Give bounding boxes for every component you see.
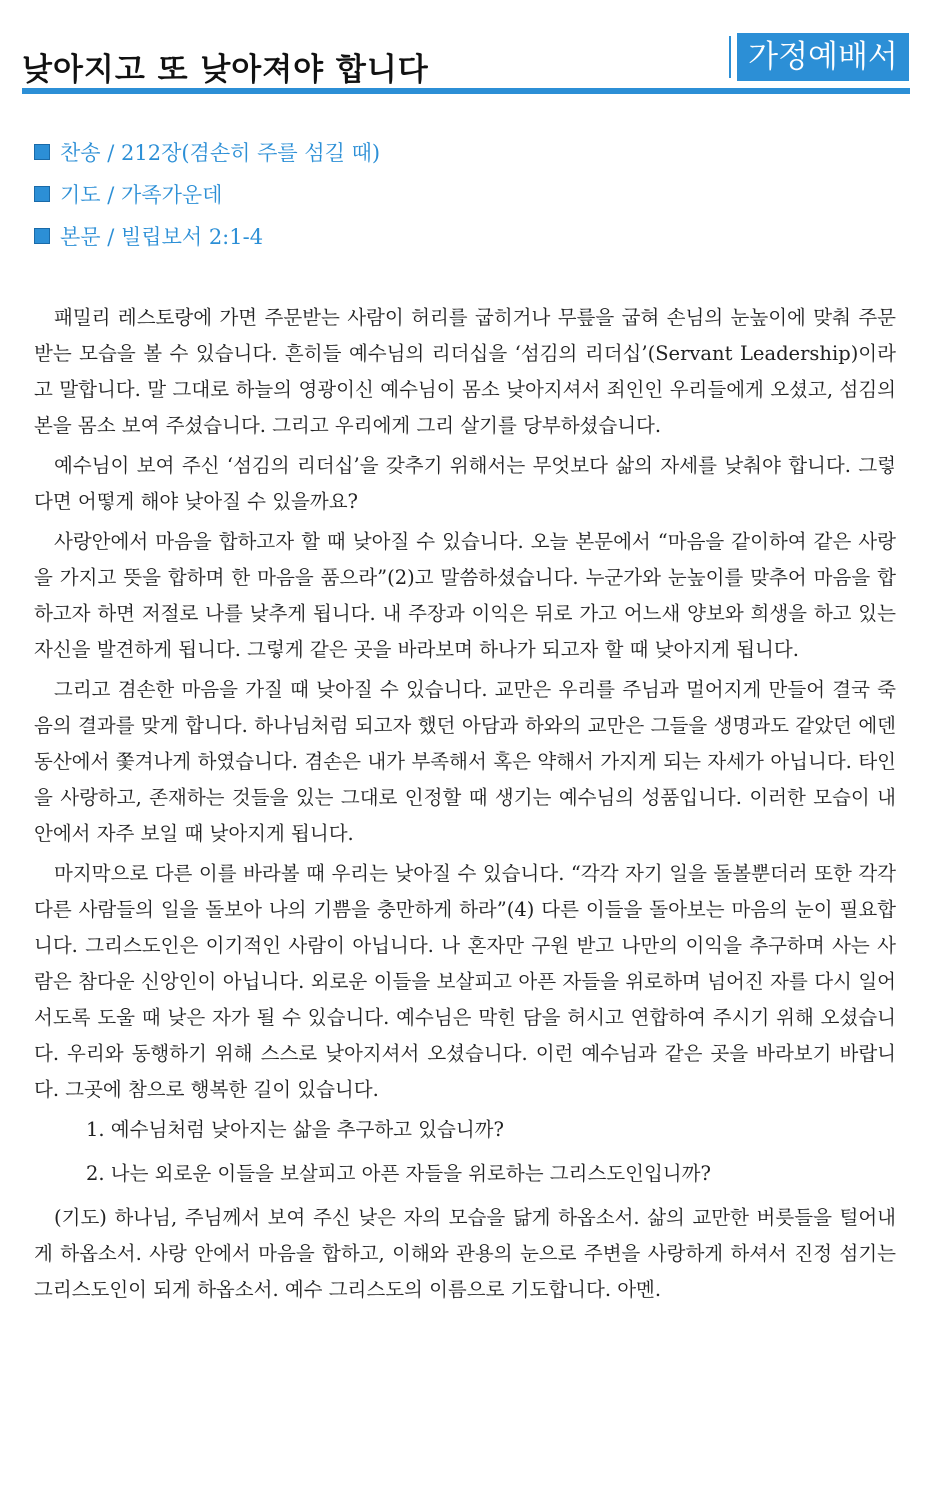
scripture-info [34,216,894,258]
scripture-info-text: 본문 / 빌립보서 2:1-4 [60,225,264,249]
body-paragraph: 그리고 겸손한 마음을 가질 때 낮아질 수 있습니다. 교만은 우리를 주님과 멀어지게 만들어 결국 죽음의 결과를 맞게 합니다. 하나님처럼 되고자 했던 아담과 하와의 교만은 그들을 생명과도 같았던 에덴동산에서 쫓겨나게 하였습니다. 겸손은 내가 부족해서 혹은 약해서 가지게 되는 자세가 아닙니다. 타인을 사랑하고, 존재하는 것들을 있는 그대로 인정할 때 생기는 예수님의 성품입니다. 이러한 모습이 내 안에서 자주 보일 때 낮아지게 됩니다. [34,678,896,845]
header-rule [22,88,910,94]
body-paragraph: 마지막으로 다른 이를 바라볼 때 우리는 낮아질 수 있습니다. “각각 자기 일을 돌볼뿐더러 또한 각각 다른 사람들의 일을 돌보아 나의 기쁨을 충만하게 하라”(4) 다른 이들을 돌아보는 마음의 눈이 필요합니다. 그리스도인은 이기적인 사람이 아닙니다. 나 혼자만 구원 받고 나만의 이익을 추구하며 사는 사람은 참다운 신앙인이 아닙니다. 외로운 이들을 보살피고 아픈 자들을 위로하며 넘어진 자를 다시 일어서도록 도울 때 낮은 자가 될 수 있습니다. 예수님은 막힌 담을 허시고 연합하여 주시기 위해 오셨습니다. 우리와 동행하기 위해 스스로 낮아지셔서 오셨습니다. 이런 예수님과 같은 곳을 바라보기 바랍니다. 그곳에 참으로 행복한 길이 있습니다. [34,862,896,1101]
closing-prayer: (기도) 하나님, 주님께서 보여 주신 낮은 자의 모습을 닮게 하옵소서. 삶의 교만한 버릇들을 털어내게 하옵소서. 사랑 안에서 마음을 합하고, 이해와 관용의 눈으로 주변을 사랑하게 하셔서 진정 섬기는 그리스도인이 되게 하옵소서. 예수 그리스도의 이름으로 기도합니다. 아멘. [34,1206,896,1301]
page-title: 낮아지고 또 낮아져야 합니다 [22,52,429,88]
tag-divider [729,36,731,78]
square-bullet-icon [34,228,50,244]
prayer-info-text: 기도 / 가족가운데 [60,183,223,207]
prayer-info [34,174,894,216]
worship-info-list [34,132,894,258]
square-bullet-icon [34,186,50,202]
square-bullet-icon [34,144,50,160]
body-paragraph: 사랑안에서 마음을 합하고자 할 때 낮아질 수 있습니다. 오늘 본문에서 “마음을 같이하여 같은 사랑을 가지고 뜻을 합하며 한 마음을 품으라”(2)고 말씀하셨습니다. 누군가와 눈높이를 맞추어 마음을 합하고자 하면 저절로 나를 낮추게 됩니다. 내 주장과 이익은 뒤로 가고 어느새 양보와 희생을 하고 있는 자신을 발견하게 됩니다. 그렇게 같은 곳을 바라보며 하나가 되고자 할 때 낮아지게 됩니다. [34,530,896,661]
sermon-body [34,300,896,1312]
hymn-info-text: 찬송 / 212장(겸손히 주를 섬길 때) [60,141,381,165]
body-paragraph: 예수님이 보여 주신 ‘섬김의 리더십’을 갖추기 위해서는 무엇보다 삶의 자세를 낮춰야 합니다. 그렇다면 어떻게 해야 낮아질 수 있을까요? [34,454,896,513]
hymn-info [34,132,894,174]
discussion-question: 2. 나는 외로운 이들을 보살피고 아픈 자들을 위로하는 그리스도인입니까? [86,1162,711,1185]
section-tag: 가정예배서 [737,33,909,81]
discussion-question: 1. 예수님처럼 낮아지는 삶을 추구하고 있습니까? [86,1118,504,1141]
page-header [22,30,910,94]
body-paragraph: 패밀리 레스토랑에 가면 주문받는 사람이 허리를 굽히거나 무릎을 굽혀 손님의 눈높이에 맞춰 주문받는 모습을 볼 수 있습니다. 흔히들 예수님의 리더십을 ‘섬김의 리더십’(Servant Leadership)이라고 말합니다. 말 그대로 하늘의 영광이신 예수님이 몸소 낮아지셔서 죄인인 우리들에게 오셨고, 섬김의 본을 몸소 보여 주셨습니다. 그리고 우리에게 그리 살기를 당부하셨습니다. [34,306,896,437]
